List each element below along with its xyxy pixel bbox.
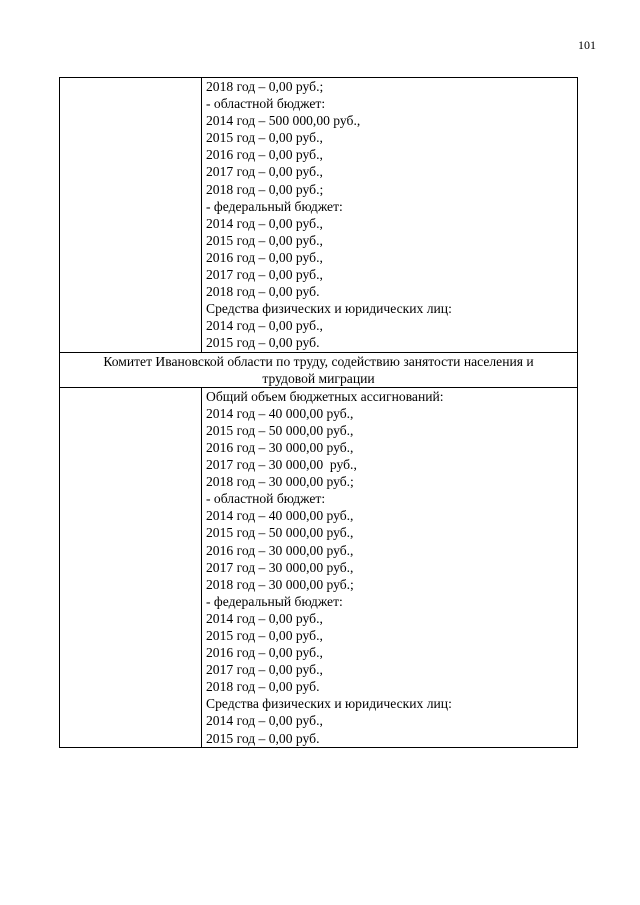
funding-line: 2015 год – 0,00 руб. [206, 335, 320, 351]
funding-line: 2015 год – 0,00 руб., [206, 232, 323, 248]
funding-line: - областной бюджет: [206, 491, 326, 507]
funding-line: - областной бюджет: [206, 96, 326, 112]
funding-line: 2014 год – 0,00 руб., [206, 318, 323, 334]
funding-line: 2015 год – 0,00 руб., [206, 628, 323, 643]
funding-line: 2015 год – 50 000,00 руб., [206, 422, 354, 438]
table-row [60, 78, 578, 353]
empty-cell [60, 387, 202, 747]
funding-line: Средства физических и юридических лиц: [206, 696, 452, 712]
funding-line: - федеральный бюджет: [206, 198, 343, 214]
budget-table [59, 77, 578, 748]
funding-line: 2015 год – 0,00 руб. [206, 730, 320, 746]
funding-line: 2014 год – 40 000,00 руб., [206, 405, 354, 421]
funding-details-cell [202, 78, 578, 353]
funding-line: 2016 год – 0,00 руб., [206, 645, 323, 661]
funding-line: 2015 год – 50 000,00 руб., [206, 525, 354, 541]
committee-title-line: трудовой миграции [262, 370, 375, 386]
funding-line: 2014 год – 0,00 руб., [206, 215, 323, 231]
funding-line: 2014 год – 0,00 руб., [206, 610, 323, 626]
funding-line: 2017 год – 0,00 руб., [206, 267, 323, 283]
funding-line: 2016 год – 30 000,00 руб., [206, 542, 354, 558]
funding-line: 2014 год – 500 000,00 руб., [206, 113, 361, 129]
funding-line: 2018 год – 30 000,00 руб.; [206, 576, 354, 592]
page-number: 101 [578, 38, 596, 52]
funding-line: 2016 год – 0,00 руб., [206, 249, 323, 265]
funding-line: 2017 год – 30 000,00 руб., [206, 559, 354, 575]
funding-line: 2018 год – 0,00 руб.; [206, 181, 324, 197]
funding-line: Общий объем бюджетных ассигнований: [206, 388, 444, 404]
funding-line: Средства физических и юридических лиц: [206, 301, 452, 317]
funding-line: 2018 год – 30 000,00 руб.; [206, 474, 354, 490]
funding-line: 2014 год – 0,00 руб., [206, 713, 323, 729]
table-row [60, 352, 578, 387]
funding-line: 2014 год – 40 000,00 руб., [206, 508, 354, 524]
funding-line: 2018 год – 0,00 руб.; [206, 79, 324, 94]
funding-line: 2015 год – 0,00 руб., [206, 130, 323, 146]
funding-line: 2016 год – 0,00 руб., [206, 147, 323, 163]
funding-line: 2017 год – 30 000,00 руб., [206, 457, 357, 473]
empty-cell [60, 78, 202, 353]
funding-line: - федеральный бюджет: [206, 593, 343, 609]
funding-line: 2016 год – 30 000,00 руб., [206, 439, 354, 455]
funding-line: 2018 год – 0,00 руб. [206, 284, 320, 300]
committee-header-cell [60, 352, 578, 387]
funding-line: 2018 год – 0,00 руб. [206, 679, 320, 695]
committee-title-line: Комитет Ивановской области по труду, содействию занятости населения и [103, 353, 534, 369]
funding-line: 2017 год – 0,00 руб., [206, 164, 323, 180]
funding-details-cell [202, 387, 578, 747]
table-row [60, 387, 578, 747]
funding-line: 2017 год – 0,00 руб., [206, 662, 323, 678]
